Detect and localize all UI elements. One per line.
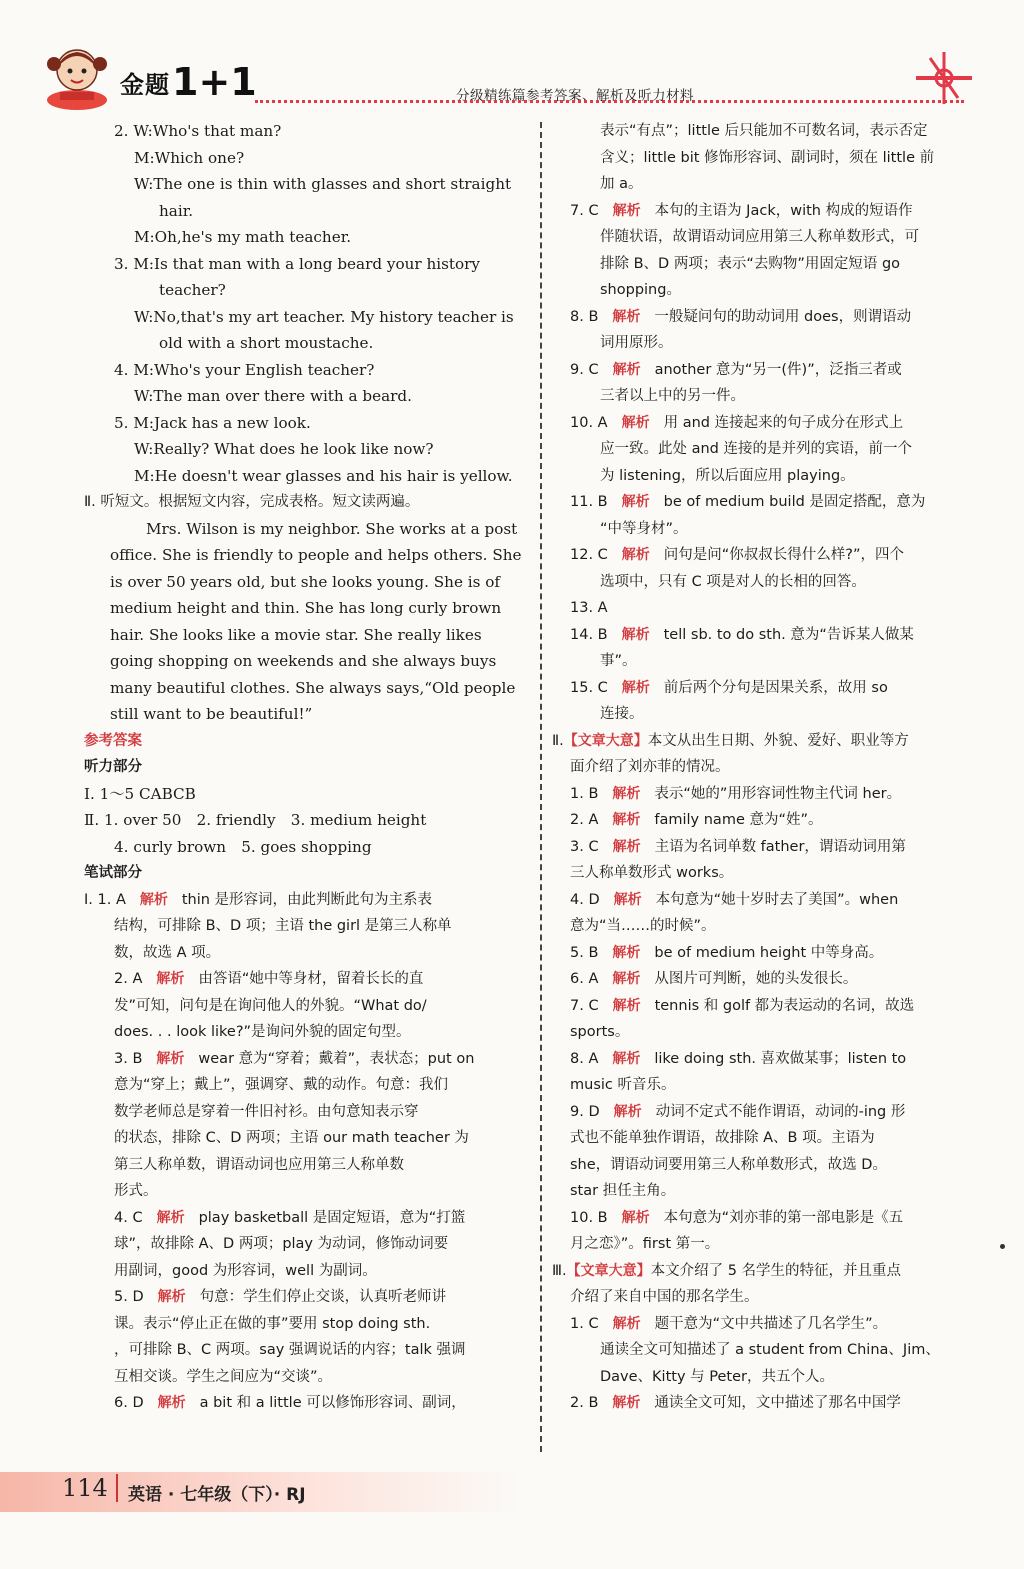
brand-prefix: 金题 [120,71,170,99]
text-line: 球”，故排除 A、D 两项；play 为动词，修饰动词要 [114,1236,449,1252]
text-line: 伴随状语，故谓语动词应用第三人称单数形式，可 [600,229,919,245]
text-line: Ⅰ. 1～5 CABCB [84,784,196,803]
text-line: 意为“当……的时候”。 [570,918,716,934]
passage-summary: Ⅲ.【文章大意】本文介绍了 5 名学生的特征，并且重点 [552,1262,902,1279]
answer-line: 10. A 解析 用 and 连接起来的句子成分在形式上 [570,414,904,431]
answer-line: 2. B 解析 通读全文可知，文中描述了那名中国学 [570,1395,901,1411]
text-line: W:The one is thin with glasses and short straight [134,175,512,193]
text-line: Dave、Kitty 与 Peter，共五个人。 [600,1368,834,1385]
text-line: 月之恋》”。first 第一。 [570,1236,720,1252]
answer-line: Ⅰ. 1. A 解析 thin 是形容词，由此判断此句为主系表 [84,891,433,908]
text-line: M:Oh,he's my math teacher. [134,228,352,246]
text-line: still want to be beautiful!” [110,705,313,723]
text-line: 面介绍了刘亦菲的情况。 [570,759,730,775]
answer-line: 5. D 解析 句意：学生们停止交谈，认真听老师讲 [114,1289,447,1305]
text-line: 4. curly brown 5. goes shopping [114,837,372,856]
text-line: 意为“穿上；戴上”，强调穿、戴的动作。句意：我们 [114,1077,449,1093]
text-line: 用副词，good 为形容词，well 为副词。 [114,1262,377,1279]
text-line: 3. M:Is that man with a long beard your history [114,254,481,273]
answer-line: 8. A 解析 like doing sth. 喜欢做某事；listen to [570,1050,907,1067]
answer-line: 2. A 解析 family name 意为“姓”。 [570,812,823,828]
answer-line: 6. D 解析 a bit 和 a little 可以修饰形容词、副词， [114,1395,466,1411]
text-line: 式也不能单独作谓语，故排除 A、B 项。主语为 [570,1130,875,1146]
text-line: Ⅱ. 1. over 50 2. friendly 3. medium height [84,811,427,829]
footer-title: 英语 · 七年级（下）· RJ [128,1485,306,1505]
text-line: 事”。 [600,653,637,669]
text-line: M:Which one? [134,148,245,167]
text-line: 5. M:Jack has a new look. [114,413,311,432]
answer-line: 15. C 解析 前后两个分句是因果关系，故用 so [570,679,888,696]
text-line: 介绍了来自中国的那名学生。 [570,1289,759,1305]
text-line: “中等身材”。 [600,520,688,537]
text-line: 2. W:Who's that man? [114,122,282,140]
text-line: going shopping on weekends and she always buys [110,652,497,670]
text-line: hair. [159,201,194,220]
text-line: 课。表示“停止正在做的事”要用 stop doing sth. [114,1315,431,1332]
text-line: teacher? [159,281,226,299]
text-line: 数，故选 A 项。 [114,944,221,961]
mascot-girl-icon [40,38,114,112]
text-line: 排除 B、D 两项；表示“去购物”用固定短语 go [600,255,901,272]
answer-line: 2. A 解析 由答语“她中等身材，留着长长的直 [114,971,424,987]
text-line: hair. She looks like a movie star. She really likes [110,625,482,644]
text-line: is over 50 years old, but she looks young. She is of [110,572,501,591]
written-title: 笔试部分 [84,865,142,881]
text-line: many beautiful clothes. She always says,“Old people [110,678,516,697]
text-line: sports。 [570,1024,630,1040]
answer-line: 12. C 解析 问句是问“你叔叔长得什么样?”，四个 [570,547,905,563]
text-line: 结构，可排除 B、D 项；主语 the girl 是第三人称单 [114,918,452,934]
answer-line: 1. C 解析 题干意为“文中共描述了几名学生”。 [570,1315,888,1332]
text-line: 含义；little bit 修饰形容词、副词时，须在 little 前 [600,149,935,166]
text-line: 应一致。此处 and 连接的是并列的宾语，前一个 [600,441,912,457]
answer-line: 5. B 解析 be of medium height 中等身高。 [570,944,884,961]
page-number: 114 [62,1474,118,1502]
text-line: 第三人称单数，谓语动词也应用第三人称单数 [114,1156,404,1173]
listening-title: 听力部分 [84,759,142,775]
text-line: 为 listening，所以后面应用 playing。 [600,467,855,484]
text-line: old with a short moustache. [159,334,374,352]
column-divider [540,122,542,1452]
answers-title: 参考答案 [84,732,142,749]
text-line: ，可排除 B、C 两项。say 强调说话的内容；talk 强调 [114,1342,466,1358]
answer-line: 4. C 解析 play basketball 是固定短语，意为“打篮 [114,1209,466,1226]
right-column [552,118,976,1417]
left-column [84,118,524,1417]
text-line: 三人称单数形式 works。 [570,865,734,881]
margin-dot [1000,1244,1005,1249]
text-line: W:Really? What does he look like now? [134,440,434,458]
text-line: 加 a。 [600,176,643,192]
answer-line: 13. A [570,600,608,616]
text-line: shopping。 [600,282,681,298]
text-line: 数学老师总是穿着一件旧衬衫。由句意知表示穿 [114,1103,419,1120]
answer-line: 6. A 解析 从图片可判断，她的头发很长。 [570,971,858,987]
ornament-icon [912,48,976,108]
text-line: 词用原形。 [600,335,673,351]
text-line: 选项中，只有 C 项是对人的长相的回答。 [600,573,866,590]
section-heading: Ⅱ. 听短文。根据短文内容，完成表格。短文读两遍。 [84,494,420,510]
page-header [0,0,1024,120]
page-footer [0,1462,540,1518]
text-line: 发”可知，问句是在询问他人的外貌。“What do/ [114,997,427,1014]
answer-line: 7. C 解析 tennis 和 golf 都为表运动的名词，故选 [570,997,915,1014]
text-line: W:The man over there with a beard. [134,387,412,405]
text-line: 通读全文可知描述了 a student from China、Jim、 [600,1342,940,1358]
answer-line: 10. B 解析 本句意为“刘亦菲的第一部电影是《五 [570,1209,904,1226]
text-line: W:No,that's my art teacher. My history teacher is [134,307,514,326]
text-line: music 听音乐。 [570,1077,676,1093]
answer-line: 3. B 解析 wear 意为“穿着；戴着”，表状态；put on [114,1050,475,1067]
answer-line: 9. D 解析 动词不定式不能作谓语，动词的-ing 形 [570,1103,906,1120]
text-line: 三者以上中的另一件。 [600,388,745,404]
text-line: 互相交谈。学生之间应为“交谈”。 [114,1368,333,1385]
text-line: Mrs. Wilson is my neighbor. She works at a post [146,519,518,538]
answer-line: 3. C 解析 主语为名词单数 father，谓语动词用第 [570,838,906,855]
text-line: 4. M:Who's your English teacher? [114,360,375,379]
answer-line: 7. C 解析 本句的主语为 Jack，with 构成的短语作 [570,202,913,219]
answer-line: 9. C 解析 another 意为“另一(件)”，泛指三者或 [570,361,902,378]
brand-suffix: 1+1 [172,60,257,104]
answer-line: 1. B 解析 表示“她的”用形容词性物主代词 her。 [570,785,902,802]
text-line: 形式。 [114,1183,158,1199]
text-line: medium height and thin. She has long curly brown [110,599,502,617]
header-dotted-line [255,100,964,103]
text-line: she，谓语动词要用第三人称单数形式，故选 D。 [570,1156,887,1173]
answer-line: 8. B 解析 一般疑问句的助动词用 does，则谓语动 [570,308,912,325]
answer-line: 11. B 解析 be of medium build 是固定搭配，意为 [570,494,926,510]
text-line: 表示“有点”；little 后只能加不可数名词，表示否定 [600,123,928,139]
text-line: M:He doesn't wear glasses and his hair is yellow. [134,466,513,485]
header-subtitle: 分级精练篇参考答案、解析及听力材料 [456,88,694,104]
passage-summary: Ⅱ.【文章大意】本文从出生日期、外貌、爱好、职业等方 [552,732,909,749]
text-line: does. . . look like?”是询问外貌的固定句型。 [114,1024,411,1040]
text-line: 的状态，排除 C、D 两项；主语 our math teacher 为 [114,1130,469,1146]
text-line: office. She is friendly to people and helps others. She [110,546,522,564]
text-line: 连接。 [600,706,644,722]
text-line: star 担任主角。 [570,1183,676,1199]
answer-line: 14. B 解析 tell sb. to do sth. 意为“告诉某人做某 [570,626,914,643]
brand-logo [120,60,257,104]
answer-line: 4. D 解析 本句意为“她十岁时去了美国”。when [570,891,899,908]
